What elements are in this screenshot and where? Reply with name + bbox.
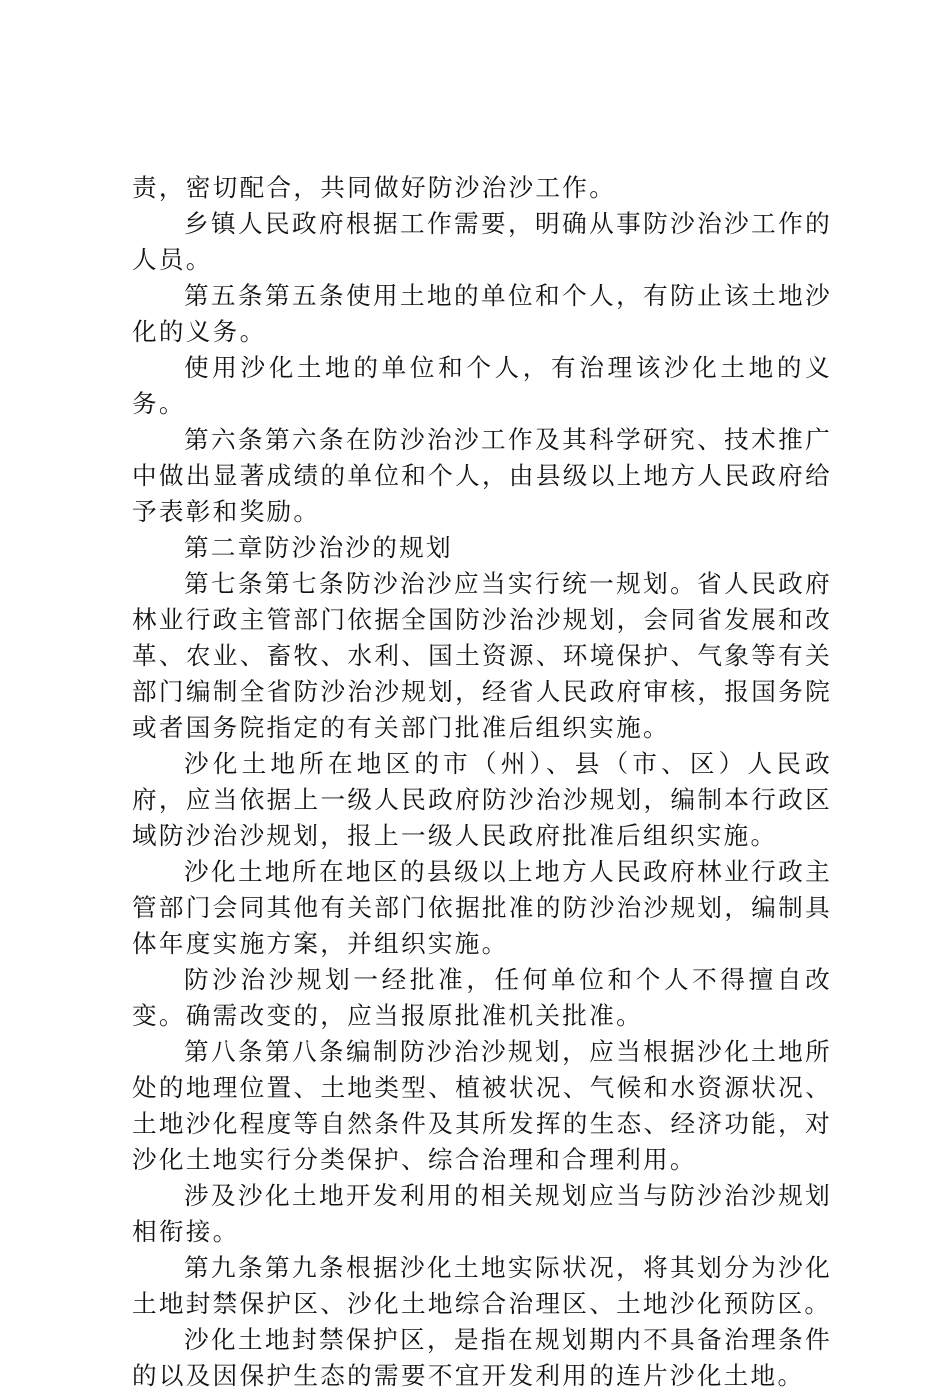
paragraph-7: 第七条第七条防沙治沙应当实行统一规划。省人民政府林业行政主管部门依据全国防沙治沙规划，会同省发展和改革、农业、畜牧、水利、国土资源、环境保护、气象等有关部门编制全省防沙治沙规划，经省人民政府审核，报国务院或者国务院指定的有关部门批准后组织实施。 bbox=[132, 569, 832, 742]
chapter-heading: 第二章防沙治沙的规划 bbox=[184, 533, 453, 562]
document-page bbox=[132, 170, 832, 1394]
paragraph-3: 第五条第五条使用土地的单位和个人，有防止该土地沙化的义务。 bbox=[132, 281, 832, 346]
paragraph-12: 涉及沙化土地开发利用的相关规划应当与防沙治沙规划相衔接。 bbox=[132, 1181, 832, 1246]
paragraph-8: 沙化土地所在地区的市（州）、县（市、区）人民政府，应当依据上一级人民政府防沙治沙规划，编制本行政区域防沙治沙规划，报上一级人民政府批准后组织实施。 bbox=[132, 749, 832, 850]
paragraph-1: 责，密切配合，共同做好防沙治沙工作。 bbox=[132, 173, 617, 202]
paragraph-2: 乡镇人民政府根据工作需要，明确从事防沙治沙工作的人员。 bbox=[132, 209, 832, 274]
paragraph-4: 使用沙化土地的单位和个人，有治理该沙化土地的义务。 bbox=[132, 353, 832, 418]
paragraph-9: 沙化土地所在地区的县级以上地方人民政府林业行政主管部门会同其他有关部门依据批准的防沙治沙规划，编制具体年度实施方案，并组织实施。 bbox=[132, 857, 832, 958]
paragraph-13: 第九条第九条根据沙化土地实际状况，将其划分为沙化土地封禁保护区、沙化土地综合治理区、土地沙化预防区。 bbox=[132, 1253, 832, 1318]
paragraph-11: 第八条第八条编制防沙治沙规划，应当根据沙化土地所处的地理位置、土地类型、植被状况、气候和水资源状况、土地沙化程度等自然条件及其所发挥的生态、经济功能，对沙化土地实行分类保护、综合治理和合理利用。 bbox=[132, 1037, 832, 1174]
paragraph-5: 第六条第六条在防沙治沙工作及其科学研究、技术推广中做出显著成绩的单位和个人，由县级以上地方人民政府给予表彰和奖励。 bbox=[132, 425, 832, 526]
paragraph-10: 防沙治沙规划一经批准，任何单位和个人不得擅自改变。确需改变的，应当报原批准机关批准。 bbox=[132, 965, 832, 1030]
paragraph-14: 沙化土地封禁保护区，是指在规划期内不具备治理条件的以及因保护生态的需要不宜开发利用的连片沙化土地。 bbox=[132, 1325, 832, 1390]
